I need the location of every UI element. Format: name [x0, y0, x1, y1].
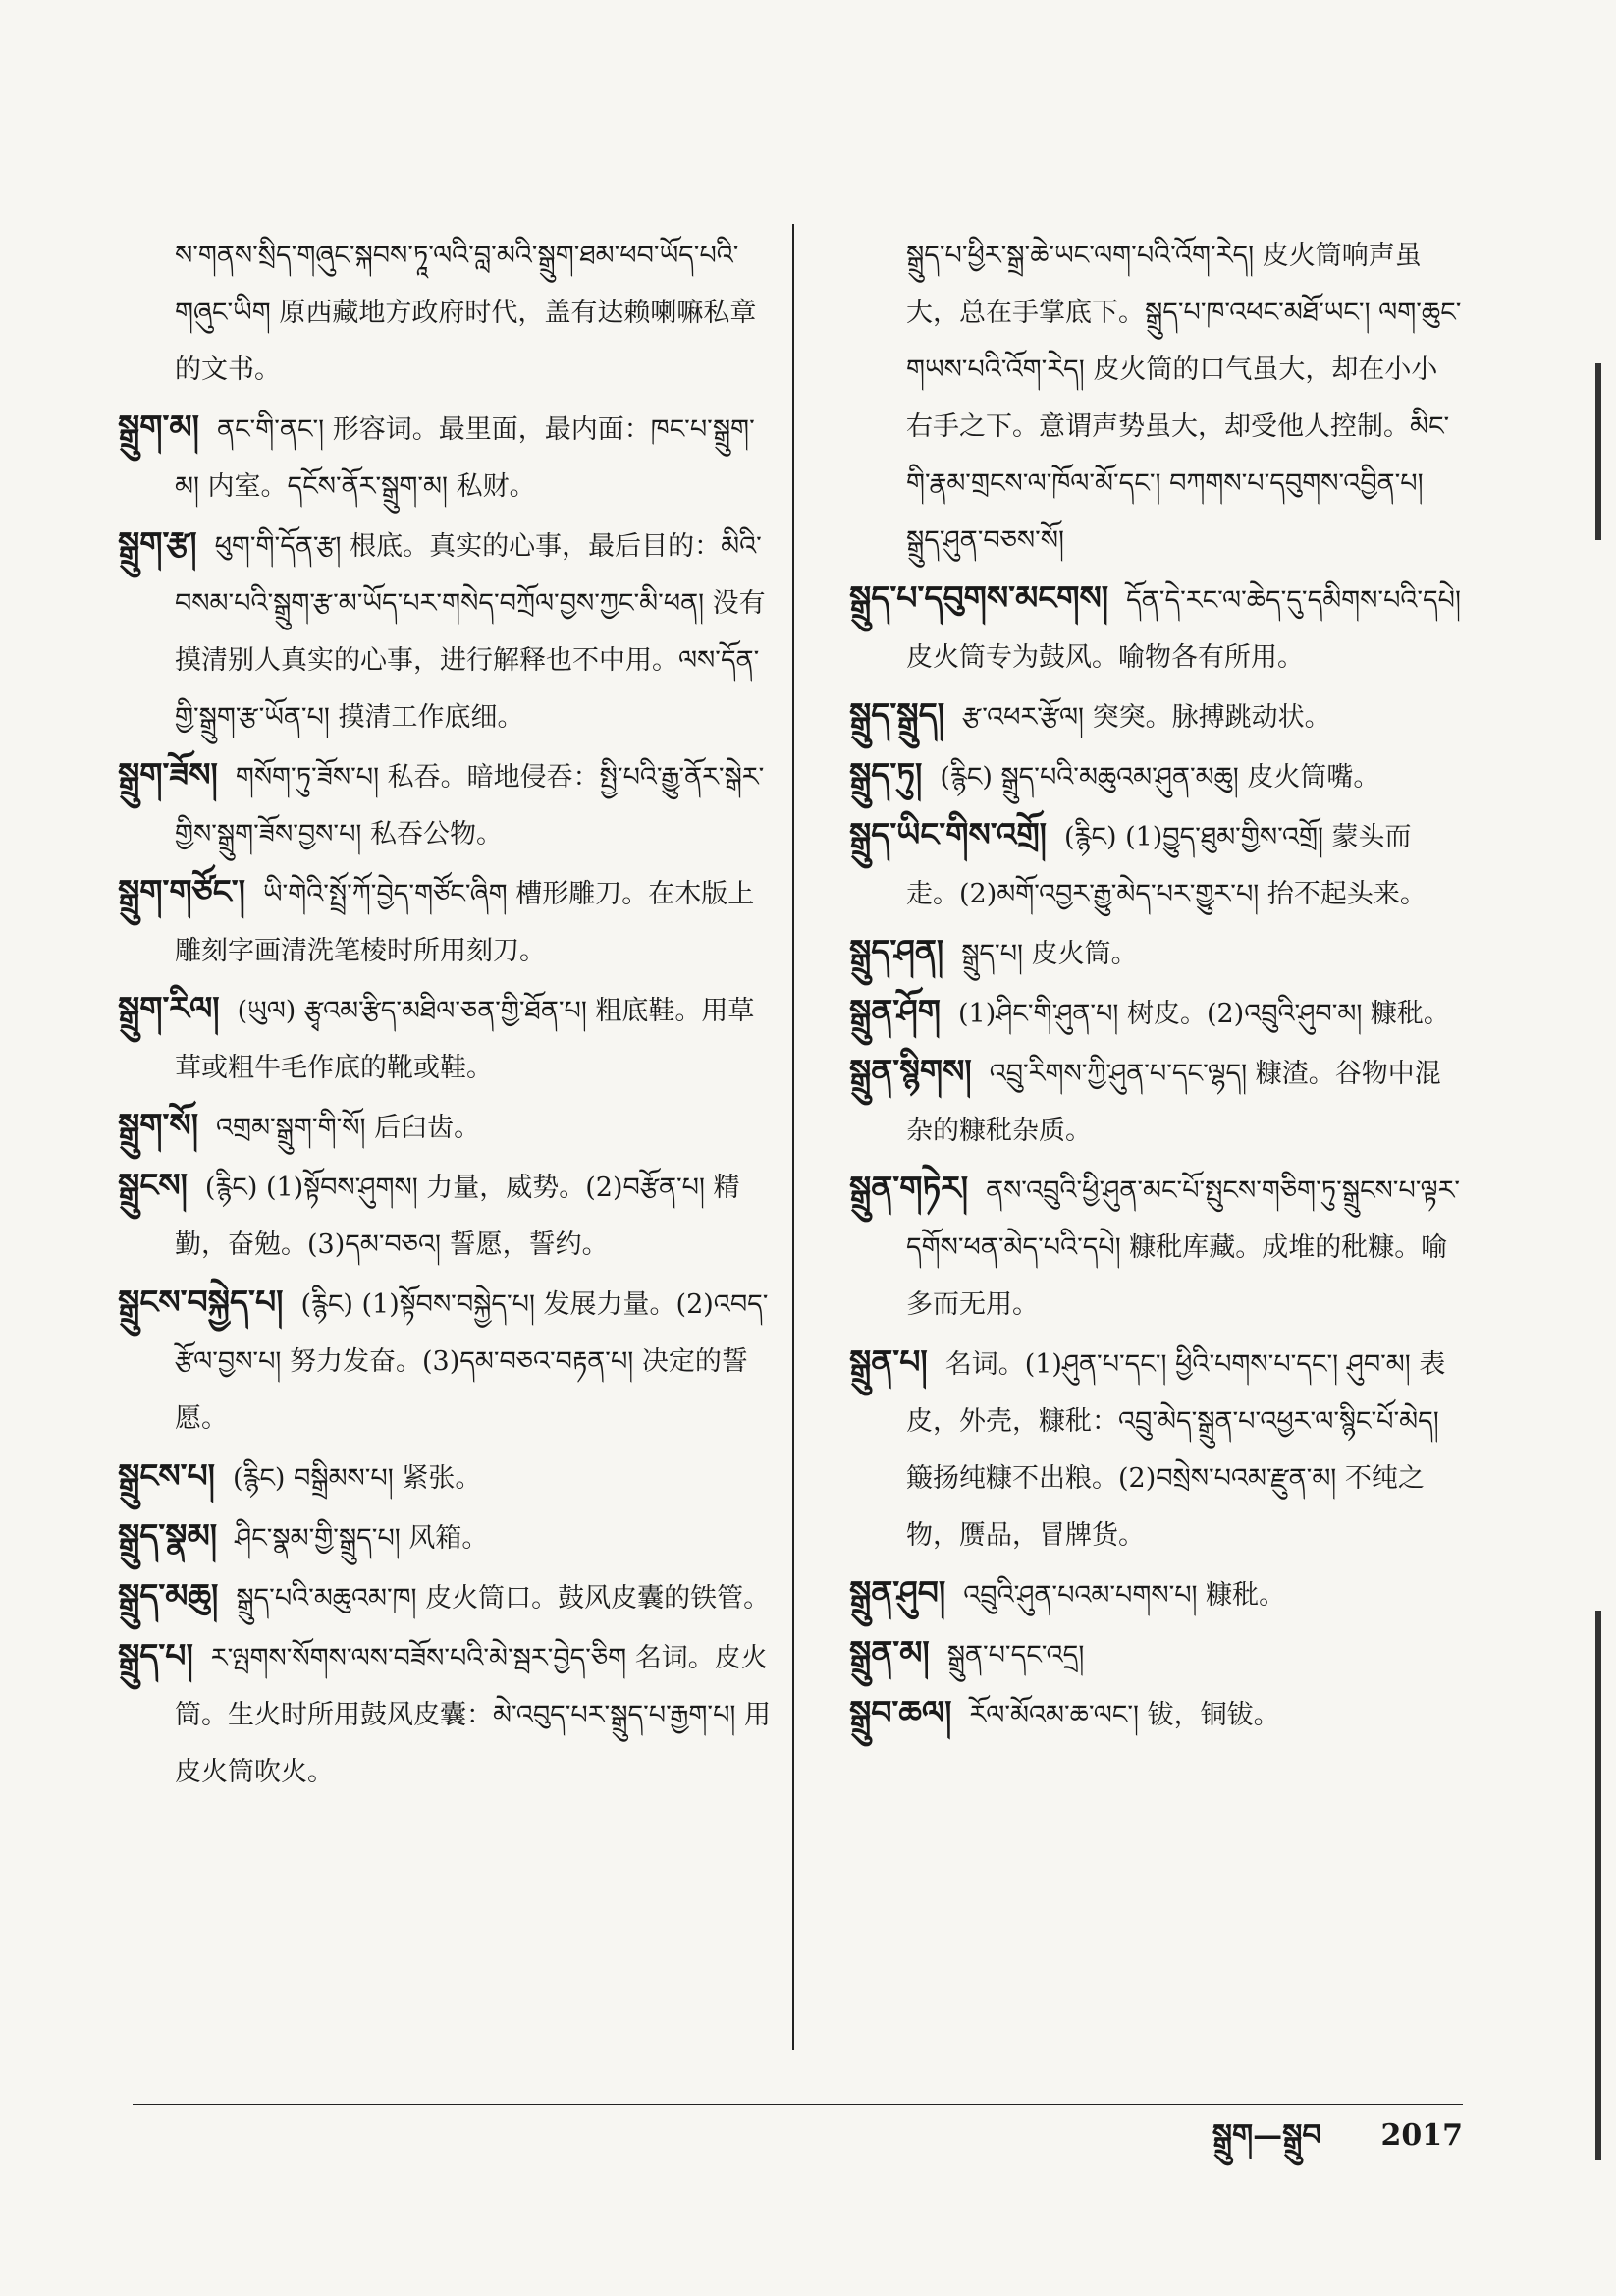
dictionary-entry [849, 1564, 1463, 1624]
entry-definition: (རྙིང) སྒྲུད་པའི་མཆུའམ་ཤུན་མཆུ། 皮火筒嘴。 [940, 762, 1380, 793]
entry-definition: ནང་གི་ནང་། 形容词。最里面，最内面：ཁང་པ་སྒྲུག་མ། 内室。དངོས་ནོར་སྒྲུག་མ། 私财。 [175, 414, 755, 502]
entry-definition: (རྙིང) (1)སྟོབས་ཤུགས། 力量，威势。(2)བརྩོན་པ། 精勤，奋勉。(3)དམ་བཅའ། 誓愿，誓约。 [175, 1173, 740, 1260]
entry-definition: གསོག་ཏུ་ཟོས་པ། 私吞。暗地侵吞：སྤྱི་པའི་རྒྱུ་ནོར་སྒེར་གྱིས་སྒྲུག་ཟོས་བྱས་པ། 私吞公物。 [175, 762, 765, 849]
entry-headword: སྒྲུབ་ཆལ། [849, 1693, 952, 1731]
dictionary-entry [849, 1684, 1463, 1744]
entry-headword: སྒྲུད་ཏུ། [849, 755, 923, 793]
dictionary-entry [118, 980, 771, 1097]
entry-headword: སྒྲུད་ཤན། [849, 932, 944, 970]
left-column [118, 228, 771, 1801]
dictionary-entry [118, 1567, 771, 1627]
entry-definition: རྩ་འཕར་རྩོལ། 突突。脉搏跳动状。 [962, 702, 1331, 733]
dictionary-entry [118, 1274, 771, 1448]
entry-definition: (1)ཤིང་གི་ཤུན་པ། 树皮。(2)འབྲུའི་ཤུབ་མ། 糠秕。 [958, 999, 1450, 1029]
entry-definition: འབྲུ་རིགས་ཀྱི་ཤུན་པ་དང་ལྷད། 糠渣。谷物中混杂的糠秕杂质。 [906, 1059, 1441, 1146]
entry-definition: ས་གནས་སྲིད་གཞུང་སྐབས་ཏཱ་ལའི་བླ་མའི་སྒྲུག་ཐམ་ཕབ་ཡོད་པའི་གཞུང་ཡིག 原西藏地方政府时代，盖有达赖喇嘛私章的文书。 [175, 241, 757, 385]
entry-definition: ཡི་གེའི་སྤྲོ་ཀོ་བྱེད་གཙོང་ཞིག 槽形雕刀。在木版上雕刻字画清洗笔棱时所用刻刀。 [175, 879, 755, 966]
page-footer [1149, 2111, 1463, 2160]
entry-definition: ཕུག་གི་དོན་རྩ། 根底。真实的心事，最后目的：མིའི་བསམ་པའི་སྒྲུག་རྩ་མ་ཡོད་པར་གསེད་བཀྲོལ་བྱས་ཀྱང་མི་ཕན། 没有摸清别人真实的心事，进行解释也不中用。ལས་དོན་གྱི་སྒྲུག་རྩ་ཡོན་པ། 摸清工作底细。 [175, 531, 766, 733]
dictionary-entry [118, 1097, 771, 1157]
dictionary-entry [118, 516, 771, 746]
dictionary-entry [849, 983, 1463, 1043]
entry-headword: སྒྲུངས་བསྐྱེད་པ། [118, 1283, 284, 1321]
entry-definition: འགྲམ་སྒྲུག་གི་སོ། 后臼齿。 [216, 1113, 481, 1143]
headword-range: སྒྲུག—སྒྲུབ [1212, 2118, 1321, 2153]
entry-headword: སྒྲུད་པ་དབུགས་མངགས། [849, 578, 1109, 617]
entry-headword: སྒྲུག་རིལ། [118, 989, 220, 1027]
entry-headword: སྒྲུངས། [118, 1166, 188, 1204]
entry-headword: སྒྲུན་སྙིགས། [849, 1052, 972, 1090]
dictionary-entry [849, 228, 1463, 570]
entry-headword: སྒྲུན་ཤུབ། [849, 1573, 946, 1612]
dictionary-entry [118, 746, 771, 863]
entry-headword: སྒྲུག་མ། [118, 408, 199, 446]
dictionary-entry [118, 1507, 771, 1567]
dictionary-entry [849, 1624, 1463, 1684]
entry-headword: སྒྲུད་ཡིང་གིས་འགྲོ། [849, 815, 1048, 853]
entry-headword: སྒྲུངས་པ། [118, 1456, 215, 1495]
dictionary-entry [118, 228, 771, 399]
entry-definition: ཤིང་སྣམ་གྱི་སྒྲུད་པ། 风箱。 [235, 1523, 489, 1554]
entry-definition: རོལ་མོའམ་ཆ་ལང་། 钹，铜钹。 [969, 1700, 1280, 1730]
right-column [849, 228, 1463, 1744]
entry-definition: ནས་འབྲུའི་ཕྱི་ཤུན་མང་པོ་སྤུངས་གཅིག་ཏུ་སྒྲུངས་པ་ལྟར་དགོས་ཕན་མེད་པའི་དཔེ། 糠秕库藏。成堆的秕糠。喻多而无用。 [906, 1175, 1461, 1320]
dictionary-entry [118, 1448, 771, 1507]
entry-definition: (རྙིང) བསྒྲིམས་པ། 紧张。 [233, 1463, 482, 1494]
page-number: 2017 [1380, 2118, 1463, 2153]
column-divider [792, 224, 794, 2050]
footer-rule [133, 2104, 1463, 2105]
entry-definition: 名词。(1)ཤུན་པ་དང་། ཕྱིའི་པགས་པ་དང་། ཤུབ་མ། 表皮，外壳，糠秕：འབྲུ་མེད་སྒྲུན་པ་འཕྱར་ལ་སྙིང་པོ་མེད། 簸扬纯糠不出粮。(2)བསྲེས་པའམ་རྫུན་མ། 不纯之物，赝品，冒牌货。 [906, 1349, 1446, 1551]
dictionary-entry [118, 1627, 771, 1801]
scan-edge-mark [1595, 363, 1601, 540]
entry-headword: སྒྲུད་སྒྲུད། [849, 695, 945, 734]
entry-definition: (རྙིང) (1)བྱུད་ཐུམ་གྱིས་འགྲོ། 蒙头而走。(2)མགོ་འབྱར་རྒྱུ་མེད་པར་གྱུར་པ། 抬不起头来。 [906, 822, 1427, 909]
entry-definition: འབྲུའི་ཤུན་པའམ་པགས་པ། 糠秕。 [963, 1580, 1286, 1611]
dictionary-entry [118, 863, 771, 980]
dictionary-entry [849, 923, 1463, 983]
entry-headword: སྒྲུག་སོ། [118, 1106, 199, 1144]
entry-definition: (རྙིང) (1)སྟོབས་བསྐྱེད་པ། 发展力量。(2)འབད་རྩོལ་བྱས་པ། 努力发奋。(3)དམ་བཅའ་བརྟན་པ། 决定的誓愿。 [175, 1289, 769, 1434]
dictionary-entry [118, 399, 771, 516]
entry-headword: སྒྲུན་ཤོག [849, 992, 941, 1030]
entry-headword: སྒྲུན་པ། [849, 1342, 928, 1381]
entry-definition: སྒྲུད་པའི་མཆུའམ་ཁ། 皮火筒口。鼓风皮囊的铁管。 [236, 1583, 771, 1613]
dictionary-entry [849, 1043, 1463, 1160]
dictionary-entry [849, 1160, 1463, 1334]
dictionary-entry [118, 1157, 771, 1274]
entry-headword: སྒྲུག་གཙོང་། [118, 872, 245, 910]
entry-definition: སྒྲུན་པ་དང་འདྲ། [946, 1640, 1085, 1670]
entry-definition: སྒྲུད་པ་ཕྱིར་སྒྲ་ཆེ་ཡང་ལག་པའི་འོག་རེད། 皮火筒响声虽大，总在手掌底下。སྒྲུད་པ་ཁ་འཕང་མཐོ་ཡང་། ལག་ཆུང་གཡས་པའི་འོག་རེད། 皮火筒的口气虽大，却在小小右手之下。意谓声势虽大，却受他人控制。མིང་གི་རྣམ་གྲངས་ལ་ཁོལ་མོ་དང་། བཀགས་པ་དབུགས་འབྱིན་པ། སྒྲུད་ཤུན་བཅས་སོ། [906, 241, 1462, 556]
dictionary-entry [849, 1334, 1463, 1564]
entry-definition: སྒྲུད་པ། 皮火筒。 [961, 939, 1138, 969]
entry-definition: དོན་དེ་རང་ལ་ཆེད་དུ་དམིགས་པའི་དཔེ། 皮火筒专为鼓风。喻物各有所用。 [906, 585, 1461, 673]
dictionary-entry [849, 686, 1463, 746]
entry-headword: སྒྲུད་མཆུ། [118, 1576, 219, 1614]
dictionary-entry [849, 806, 1463, 923]
entry-headword: སྒྲུད་སྣམ། [118, 1516, 218, 1555]
dictionary-entry [849, 570, 1463, 686]
entry-definition: (ཡུལ) རྩྭའམ་རྩིད་མཐིལ་ཅན་གྱི་ཐོན་པ། 粗底鞋。用草茸或粗牛毛作底的靴或鞋。 [175, 996, 755, 1083]
entry-headword: སྒྲུག་རྩ། [118, 524, 197, 563]
scan-edge-mark [1595, 1611, 1601, 2160]
dictionary-entry [849, 746, 1463, 806]
entry-headword: སྒྲུན་མ། [849, 1633, 930, 1671]
entry-headword: སྒྲུད་པ། [118, 1636, 193, 1674]
entry-headword: སྒྲུག་ཟོས། [118, 755, 218, 793]
entry-definition: ར་ལྤགས་སོགས་ལས་བཟོས་པའི་མེ་སྦར་བྱེད་ཅིག 名词。皮火筒。生火时所用鼓风皮囊：མེ་འབུད་པར་སྒྲུད་པ་རྒྱག་པ། 用皮火筒吹火。 [175, 1643, 771, 1787]
entry-headword: སྒྲུན་གཏེར། [849, 1169, 969, 1207]
